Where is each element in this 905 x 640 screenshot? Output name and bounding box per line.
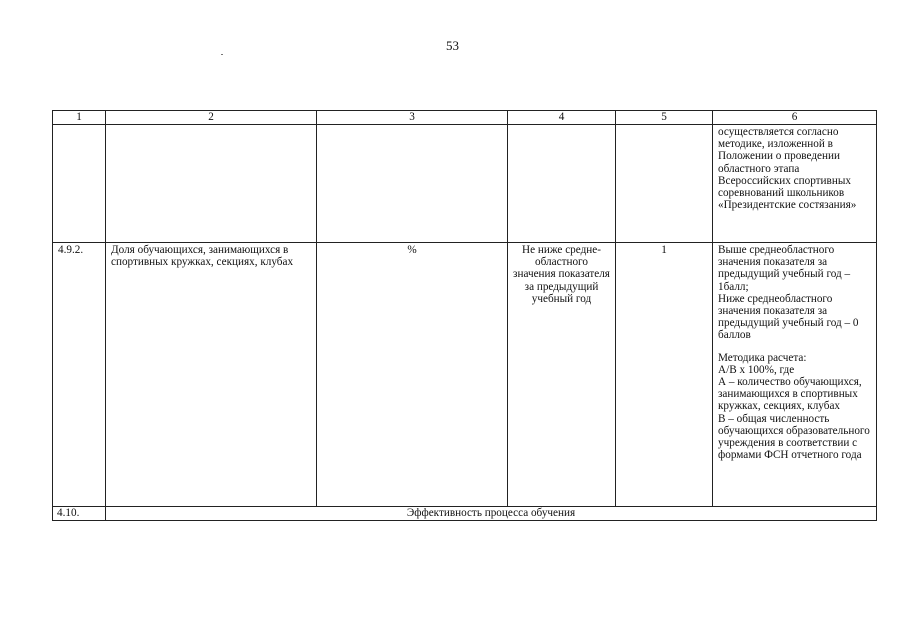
table-row (53, 243, 877, 507)
header-cell-3: 3 (317, 111, 508, 125)
page-number: 53 (446, 38, 459, 53)
description-paragraph: Ниже среднеобластного значения показателя за предыдущий учебный год – 0 баллов (718, 292, 859, 342)
description-paragraph: Методика расчета: (718, 351, 807, 364)
header-cell-2: 2 (106, 111, 317, 125)
row2-criterion-cell: Не ниже средне-областного значения показателя за предыдущий учебный год (508, 243, 616, 507)
table-row (53, 507, 877, 521)
table-header-row (53, 111, 877, 125)
description-paragraph: Выше среднеобластного значения показателя за предыдущий учебный год – 1балл; (718, 244, 851, 293)
header-cell-5: 5 (616, 111, 713, 125)
header-cell-6: 6 (713, 111, 877, 125)
row1-number-cell (53, 125, 106, 243)
row1-name-cell (106, 125, 317, 243)
description-paragraph: В – общая численность обучающихся образовательного учреждения в соответствии с формами ФСН отчетного года (718, 412, 870, 462)
scan-speck (221, 54, 223, 55)
table-row (53, 125, 877, 243)
header-cell-4: 4 (508, 111, 616, 125)
description-paragraph: А – количество обучающихся, занимающихся в спортивных кружках, секциях, клубах (718, 376, 862, 413)
row3-section-title-cell: Эффективность процесса обучения (106, 507, 877, 521)
row1-unit-cell (317, 125, 508, 243)
description-formula: А/В х 100%, где (718, 363, 795, 376)
paragraph-spacer (718, 342, 871, 352)
row2-description-cell (713, 243, 877, 507)
row2-score-cell: 1 (616, 243, 713, 507)
row2-unit-cell: % (317, 243, 508, 507)
document-table (52, 110, 877, 521)
row1-description-cell: осуществляется согласно методике, изложенной в Положении о проведении областного этапа Всероссийских спортивных соревнований школьников «Президентские состязания» (713, 125, 877, 243)
row2-number-cell: 4.9.2. (53, 243, 106, 507)
row2-name-cell: Доля обучающихся, занимающихся в спортивных кружках, секциях, клубах (106, 243, 317, 507)
row1-criterion-cell (508, 125, 616, 243)
row1-score-cell (616, 125, 713, 243)
header-cell-1: 1 (53, 111, 106, 125)
row3-number-cell: 4.10. (53, 507, 106, 521)
